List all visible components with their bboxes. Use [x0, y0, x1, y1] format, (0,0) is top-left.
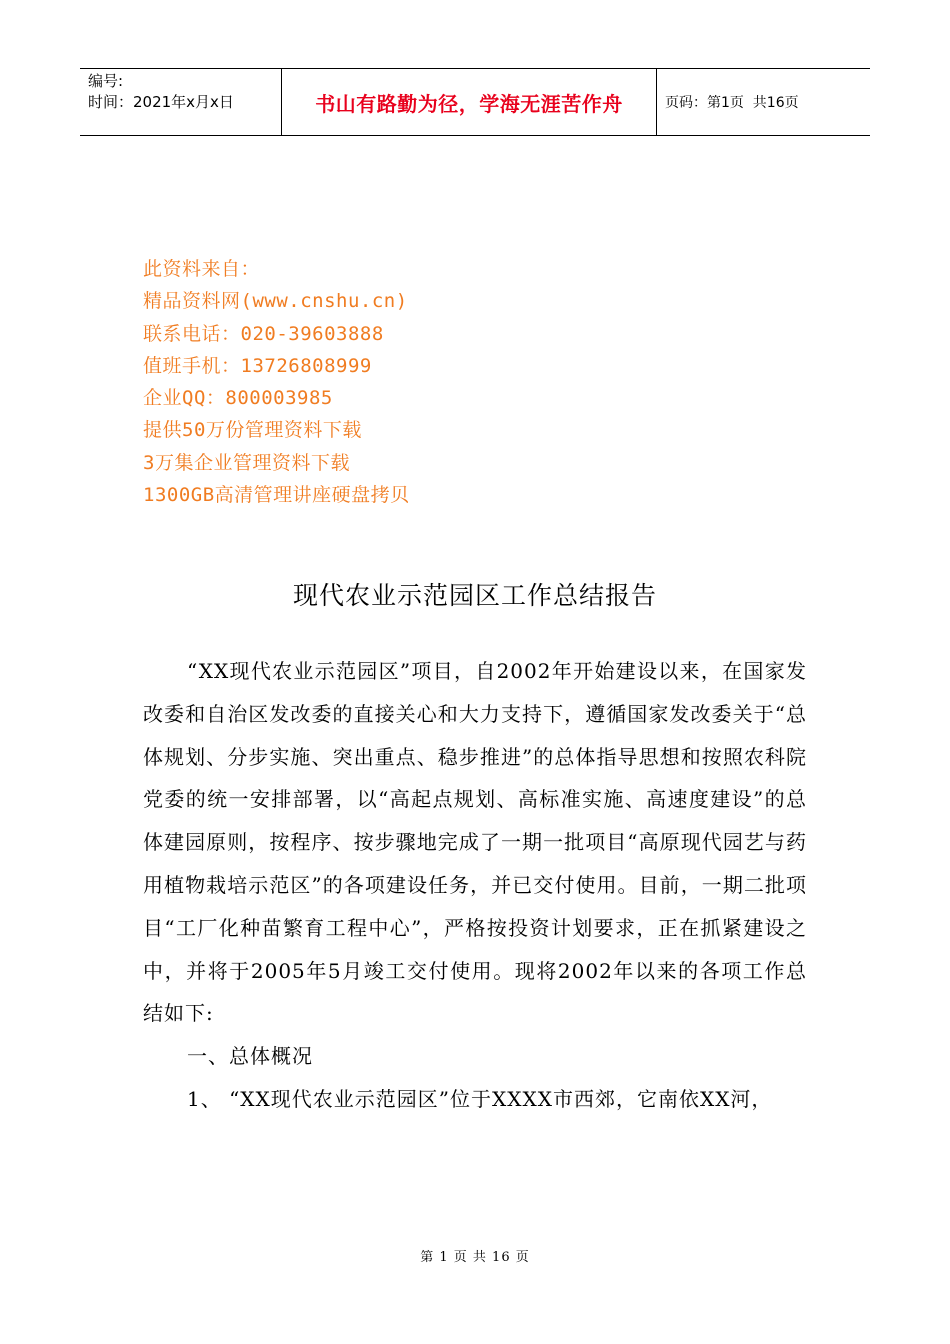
- document-number-label: 编号:: [88, 72, 124, 90]
- source-info-qq: 企业QQ：800003985: [143, 387, 333, 410]
- numbered-item: 1、 “XX现代农业示范园区”位于XXXX市西郊，它南依XX河，: [187, 1086, 773, 1111]
- document-body: [143, 650, 807, 1121]
- header-page-info: 页码：第1页 共16页: [665, 95, 799, 111]
- header-table: [80, 68, 870, 136]
- page-footer: 第 1 页 共 16 页: [420, 1250, 530, 1265]
- source-info-line: 1300GB高清管理讲座硬盘拷贝: [143, 484, 410, 507]
- header-left-cell: [80, 69, 282, 135]
- source-info-line: 此资料来自：: [143, 258, 261, 280]
- section-heading: 一、总体概况: [187, 1044, 313, 1069]
- source-info-website: 精品资料网(www.cnshu.cn): [143, 290, 408, 313]
- header-motto: 书山有路勤为径，学海无涯苦作舟: [282, 69, 657, 135]
- source-info-mobile: 值班手机：13726808999: [143, 354, 372, 377]
- source-info-block: [143, 253, 410, 511]
- source-info-line: 3万集企业管理资料下载: [143, 451, 350, 474]
- header-page-info-cell: [657, 69, 870, 135]
- document-time-label: 时间：2021年x月x日: [88, 93, 234, 111]
- source-info-phone: 联系电话：020-39603888: [143, 322, 384, 345]
- document-title: 现代农业示范园区工作总结报告: [292, 581, 657, 610]
- body-paragraph: “XX现代农业示范园区”项目，自2002年开始建设以来，在国家发改委和自治区发改委的直接关心和大力支持下，遵循国家发改委关于“总体规划、分步实施、突出重点、稳步推进”的总体指导思想和按照农科院党委的统一安排部署，以“高起点规划、高标准实施、高速度建设”的总体建园原则，按程序、按步骤地完成了一期一批项目“高原现代园艺与药用植物栽培示范区”的各项建设任务，并已交付使用。目前，一期二批项目“工厂化种苗繁育工程中心”，严格按投资计划要求，正在抓紧建设之中，并将于2005年5月竣工交付使用。现将2002年以来的各项工作总结如下:: [143, 659, 807, 1026]
- source-info-line: 提供50万份管理资料下载: [143, 419, 362, 442]
